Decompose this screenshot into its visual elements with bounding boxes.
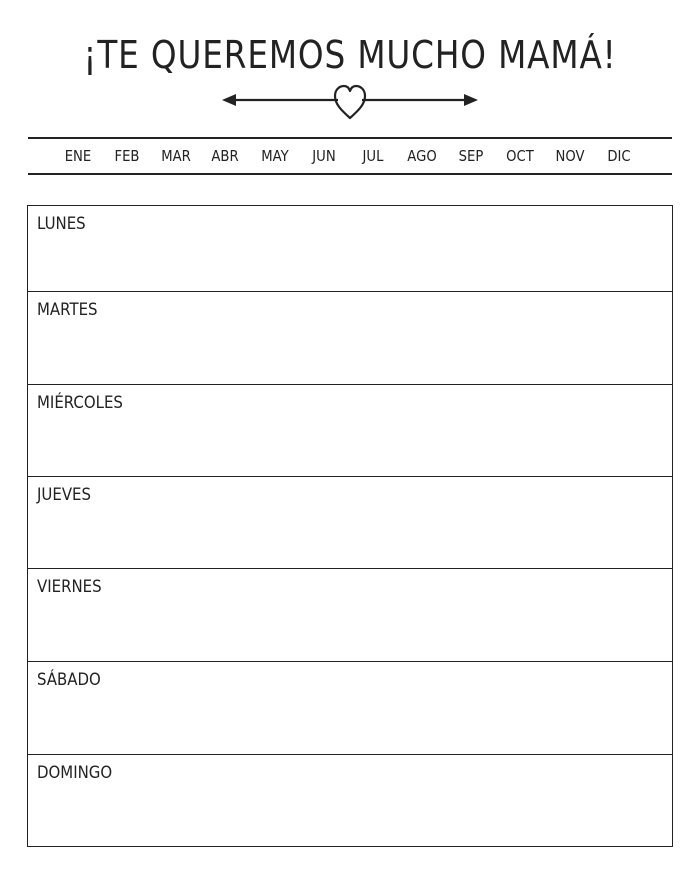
day-label: MARTES — [37, 300, 98, 320]
month-label[interactable]: OCT — [506, 147, 534, 165]
month-label[interactable]: SEP — [458, 147, 484, 165]
page-title: ¡TE QUEREMOS MUCHO MAMÁ! — [83, 33, 617, 77]
day-row-martes[interactable] — [28, 291, 672, 385]
month-label[interactable]: MAY — [261, 147, 289, 165]
month-label[interactable]: ENE — [64, 147, 92, 165]
day-row-sabado[interactable] — [28, 661, 672, 755]
day-label: DOMINGO — [37, 763, 113, 783]
month-label[interactable]: JUN — [312, 147, 336, 165]
arrow-heart-divider-icon — [220, 82, 480, 122]
month-label[interactable]: FEB — [114, 147, 140, 165]
weekly-schedule — [27, 205, 673, 847]
day-row-lunes[interactable] — [28, 206, 672, 291]
month-label[interactable]: NOV — [555, 147, 585, 165]
day-row-miercoles[interactable] — [28, 384, 672, 477]
day-label: JUEVES — [37, 485, 91, 505]
month-label[interactable]: DIC — [607, 147, 631, 165]
day-row-jueves[interactable] — [28, 476, 672, 569]
month-label[interactable]: JUL — [362, 147, 384, 165]
day-row-viernes[interactable] — [28, 568, 672, 662]
month-label[interactable]: AGO — [407, 147, 437, 165]
month-label[interactable]: MAR — [161, 147, 191, 165]
day-label: VIERNES — [37, 577, 102, 597]
day-label: SÁBADO — [37, 670, 101, 690]
day-label: LUNES — [37, 214, 86, 234]
month-label[interactable]: ABR — [211, 147, 239, 165]
day-row-domingo[interactable] — [28, 754, 672, 847]
day-label: MIÉRCOLES — [37, 393, 123, 413]
month-bar — [28, 137, 672, 175]
